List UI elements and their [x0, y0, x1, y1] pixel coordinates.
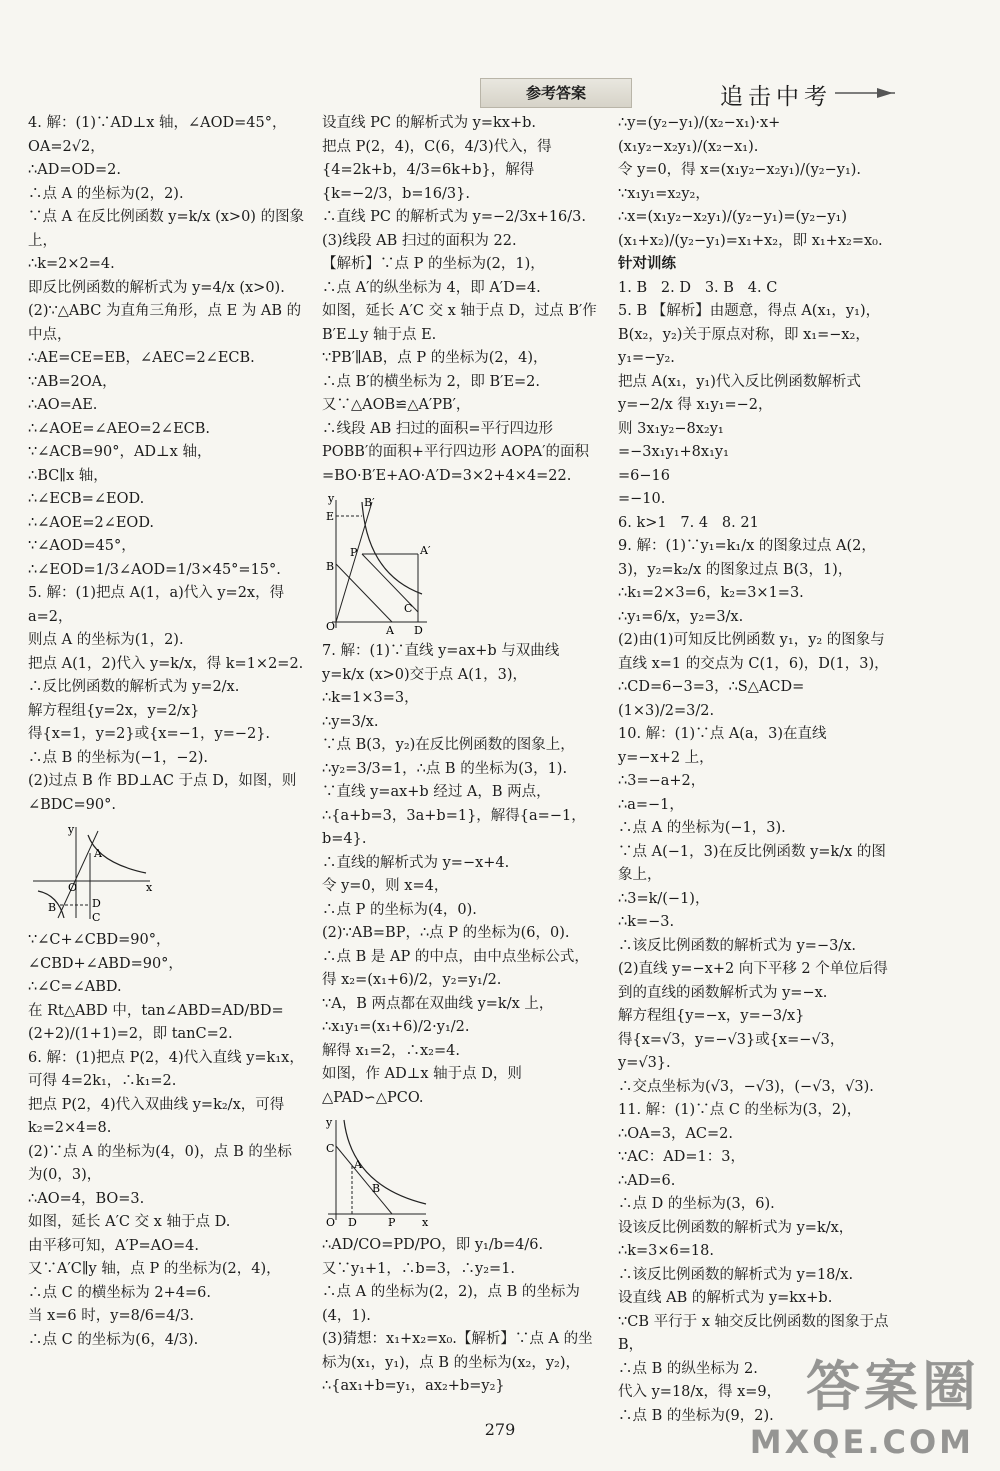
- answer-line: 又∵A′C∥y 轴，点 P 的坐标为(2，4)，: [28, 1261, 281, 1277]
- answer-line: ∴AO=4，BO=3.: [28, 1190, 145, 1207]
- answer-line: ∴∠AOE=∠AEO=2∠ECB.: [28, 420, 211, 437]
- answer-line: ∵x₁y₁=x₂y₂，: [618, 185, 710, 202]
- answer-line: ∴{a+b=3，3a+b=1}，解得{a=−1，b=4}.: [322, 807, 586, 847]
- answer-line: (2)由(1)可知反比例函数 y₁，y₂ 的图象与直线 x=1 的交点为 C(1，6)，D(1，3)，: [618, 632, 889, 672]
- answer-line: 由平移可知，A′P=AO=4.: [28, 1237, 200, 1254]
- answer-line: (2)∵AB=BP，∴点 P 的坐标为(6，0).: [322, 925, 570, 941]
- answer-line: 又∵y₁+1，∴b=3，∴y₂=1.: [322, 1260, 516, 1277]
- answer-line: 把点 P(2，4)，C(6，4/3)代入，得: [322, 138, 552, 155]
- answer-line: ∴∠C=∠ABD.: [28, 979, 122, 995]
- fig7-point-b: B: [372, 1182, 381, 1195]
- answer-line: ∴点 A 的坐标为(2，2).: [28, 185, 184, 202]
- column-left: [28, 112, 306, 1352]
- answer-line: 把点 P(2，4)代入双曲线 y=k₂/x，可得 k₂=2×4=8.: [28, 1096, 289, 1136]
- answer-line: ∴AE=CE=EB，∠AEC=2∠ECB.: [28, 350, 255, 366]
- fig5-x-label: x: [146, 881, 153, 894]
- answer-line: ∴k₁=2×3=6，k₂=3×1=3.: [618, 585, 804, 601]
- answer-line: 代入 y=18/x，得 x=9，: [618, 1384, 782, 1400]
- answer-line: 6. 解：(1)把点 P(2，4)代入直线 y=k₁x，可得 4=2k₁，∴k₁=2.: [28, 1049, 304, 1089]
- column-middle: [322, 112, 602, 1399]
- answer-line: ∵∠AOD=45°，: [28, 538, 136, 554]
- answer-line: ∴AD=6.: [618, 1172, 676, 1189]
- answer-line: 【解析】∵点 P 的坐标为(2，1)，: [322, 256, 545, 272]
- fig6-origin-label: O: [326, 620, 336, 633]
- fig6-point-b: B: [326, 560, 335, 573]
- answer-line: 得{x=1，y=2}或{x=−1，y=−2}.: [28, 726, 271, 742]
- answer-line: ∴点 A 的坐标为(2，2)，点 B 的坐标为(4，1).: [322, 1284, 580, 1324]
- fig6-point-bp: B′: [364, 496, 375, 509]
- answer-line: 把点 A(x₁，y₁)代入反比例函数解析式 y=−2/x 得 x₁y₁=−2，: [618, 373, 866, 413]
- watermark-logo: 答案圈: [806, 1355, 980, 1418]
- fig6-point-e: E: [326, 510, 335, 523]
- answer-line: ∵点 A 在反比例函数 y=k/x (x>0) 的图象上，: [28, 209, 305, 249]
- fig6-y-label: y: [328, 494, 335, 505]
- answer-line: 又∵△AOB≌△A′PB′，: [322, 397, 471, 413]
- answer-line: ∴y₁=6/x，y₂=3/x.: [618, 608, 744, 625]
- answer-line: 把点 A(1，2)代入 y=k/x，得 k=1×2=2.: [28, 655, 304, 672]
- answer-line: 在 Rt△ABD 中，tan∠ABD=AD/BD=(2+2)/(1+1)=2，即 tanC=2.: [28, 1002, 284, 1042]
- answer-line: ∴交点坐标为(√3，−√3)，(−√3，√3).: [618, 1078, 874, 1095]
- answer-line: 得 x₂=(x₁+6)/2，y₂=y₁/2.: [322, 972, 502, 988]
- answer-line: ∵直线 y=ax+b 经过 A，B 两点，: [322, 784, 551, 800]
- answer-key-label: 参考答案: [480, 78, 632, 108]
- answer-line: ∴y=3/x.: [322, 713, 379, 730]
- fig7-point-a: A: [354, 1158, 362, 1171]
- answer-line: ∵AB=2OA，: [28, 373, 117, 390]
- answer-line: ∴k=3×6=18.: [618, 1243, 714, 1259]
- answer-line: ∴k=1×3=3，: [322, 690, 419, 706]
- answer-line: 即反比例函数的解析式为 y=4/x (x>0).: [28, 279, 285, 296]
- answer-line: 5. B 【解析】由题意，得点 A(x₁，y₁)，B(x₂，y₂)关于原点对称，即 x₁=−x₂，y₁=−y₂.: [618, 303, 881, 366]
- answer-line: 得{x=√3，y=−√3}或{x=−√3，y=√3}.: [618, 1031, 845, 1071]
- answer-line: 针对训练: [618, 256, 676, 272]
- fig7-y-label: y: [326, 1116, 333, 1129]
- answer-line: ∴y=(y₂−y₁)/(x₂−x₁)·x+(x₁y₂−x₂y₁)/(x₂−x₁).: [618, 115, 781, 155]
- fig6-point-p: P: [350, 546, 358, 559]
- answer-line: (3)猜想：x₁+x₂=x₀.【解析】∵点 A 的坐标为(x₁，y₁)，点 B 的坐标为(x₂，y₂)，: [322, 1331, 593, 1371]
- answer-line: ∵AC：AD=1：3，: [618, 1149, 745, 1165]
- answer-line: ∴BC∥x 轴，: [28, 467, 108, 484]
- answer-line: ∴k=−3.: [618, 914, 675, 930]
- answer-line: ∴3=−a+2，: [618, 773, 706, 789]
- answer-line: ∴∠ECB=∠EOD.: [28, 491, 145, 507]
- answer-line: ∴AD=OD=2.: [28, 162, 121, 178]
- answer-line: ∴点 C 的坐标为(6，4/3).: [28, 1331, 199, 1348]
- answer-line: 当 x=6 时，y=8/6=4/3.: [28, 1308, 195, 1324]
- answer-line: ∵A，B 两点都在双曲线 y=k/x 上，: [322, 995, 554, 1012]
- answer-line: (3)线段 AB 扫过的面积为 22.: [322, 232, 517, 249]
- fig6-point-d: D: [414, 624, 423, 634]
- answer-line: ∵CB 平行于 x 轴交反比例函数的图象于点 B，: [618, 1313, 894, 1353]
- answer-line: ∴线段 AB 扫过的面积=平行四边形 POBB′的面积+平行四边形 AOPA′的面积=BO·B′E+AO·A′D=3×2+4×4=22.: [322, 420, 590, 484]
- answer-line: ∴a=−1，: [618, 796, 684, 813]
- answer-line: ∴CD=6−3=3，∴S△ACD=(1×3)/2=3/2.: [618, 679, 805, 719]
- answer-line: ∴∠EOD=1/3∠AOD=1/3×45°=15°.: [28, 561, 281, 578]
- figure-q7: [322, 1116, 602, 1228]
- answer-line: ∴直线的解析式为 y=−x+4.: [322, 854, 510, 871]
- fig7-point-d: D: [348, 1216, 357, 1228]
- answer-line: ∴y₂=3/3=1，∴点 B 的坐标为(3，1).: [322, 760, 568, 777]
- answer-line: 设直线 AB 的解析式为 y=kx+b.: [618, 1290, 833, 1306]
- answer-line: ∴点 B′的横坐标为 2，即 B′E=2.: [322, 373, 541, 390]
- answer-line: (2)直线 y=−x+2 向下平移 2 个单位后得到的直线的函数解析式为 y=−x.: [618, 961, 888, 1001]
- answer-line: 7. 解：(1)∵直线 y=ax+b 与双曲线 y=k/x (x>0)交于点 A(1，3)，: [322, 643, 564, 683]
- header-ornament-icon: [835, 86, 895, 100]
- answer-line: =−3x₁y₁+8x₁y₁: [618, 444, 729, 460]
- answer-line: ∴AD/CO=PD/PO，即 y₁/b=4/6.: [322, 1237, 544, 1253]
- answer-line: ∴点 P 的坐标为(4，0).: [322, 901, 477, 918]
- fig5-point-d: D: [92, 897, 101, 910]
- page-number: 279: [484, 1420, 516, 1439]
- answer-line: 4. 解：(1)∵AD⊥x 轴，∠AOD=45°，OA=2√2，: [28, 115, 287, 155]
- answer-line: 如图，延长 A′C 交 x 轴于点 D，过点 B′作 B′E⊥y 轴于点 E.: [322, 303, 602, 343]
- answer-line: ∴OA=3，AC=2.: [618, 1125, 734, 1142]
- answer-line: ∴AO=AE.: [28, 397, 98, 413]
- answer-line: (2)∵△ABC 为直角三角形，点 E 为 AB 的中点，: [28, 303, 302, 343]
- answer-line: ∴该反比例函数的解析式为 y=18/x.: [618, 1266, 854, 1283]
- answer-line: ∵点 A(−1，3)在反比例函数 y=k/x 的图象上，: [618, 843, 886, 883]
- answer-line: (2)∵点 A 的坐标为(4，0)，点 B 的坐标为(0，3)，: [28, 1143, 292, 1183]
- answer-line: =6−16: [618, 467, 670, 484]
- answer-line: ∴∠AOE=2∠EOD.: [28, 514, 155, 531]
- answer-line: ∴该反比例函数的解析式为 y=−3/x.: [618, 937, 856, 954]
- fig7-origin-label: O: [326, 1216, 336, 1228]
- fig5-point-b: B: [48, 901, 57, 914]
- answer-line: ∴k=2×2=4.: [28, 256, 115, 272]
- answer-line: ∴{ax₁+b=y₁，ax₂+b=y₂}: [322, 1378, 505, 1394]
- fig6-point-ap: A′: [420, 544, 431, 557]
- answer-line: 9. 解：(1)∵y₁=k₁/x 的图象过点 A(2，3)，y₂=k₂/x 的图象过点 B(3，1)，: [618, 538, 876, 578]
- fig5-point-a: A: [94, 847, 102, 860]
- answer-line: 则 3x₁y₂−8x₂y₁: [618, 420, 724, 437]
- answer-line: 6. k>1 7. 4 8. 21: [618, 514, 759, 531]
- answer-line: 令 y=0，则 x=4，: [322, 878, 449, 894]
- answer-line: 令 y=0，得 x=(x₁y₂−x₂y₁)/(y₂−y₁).: [618, 162, 862, 178]
- answer-line: ∴3=k/(−1)，: [618, 890, 710, 907]
- answer-line: ∴直线 PC 的解析式为 y=−2/3x+16/3.: [322, 209, 587, 225]
- answer-line: ∴x₁y₁=(x₁+6)/2·y₁/2.: [322, 1019, 470, 1035]
- answer-line: ∴点 C 的横坐标为 2+4=6.: [28, 1284, 212, 1301]
- answer-line: 解方程组{y=2x，y=2/x}: [28, 702, 200, 719]
- fig5-point-c: C: [92, 911, 101, 923]
- answer-line: 解方程组{y=−x，y=−3/x}: [618, 1008, 805, 1024]
- answer-line: ∵PB′∥AB，点 P 的坐标为(2，4)，: [322, 350, 548, 366]
- figure-q6: [322, 494, 602, 634]
- answer-line: {4=2k+b，4/3=6k+b}，解得{k=−2/3，b=16/3}.: [322, 162, 535, 202]
- fig7-point-c: C: [326, 1142, 335, 1155]
- answer-line: ∵∠ACB=90°，AD⊥x 轴，: [28, 444, 212, 460]
- answer-line: ∴点 B 的坐标为(9，2).: [618, 1407, 774, 1424]
- answer-line: 设该反比例函数的解析式为 y=k/x，: [618, 1219, 854, 1236]
- answer-line: 解得 x₁=2，∴x₂=4.: [322, 1042, 460, 1059]
- fig7-point-p: P: [388, 1216, 396, 1228]
- answer-line: ∴点 B 是 AP 的中点，由中点坐标公式，: [322, 948, 589, 965]
- answer-line: 5. 解：(1)把点 A(1，a)代入 y=2x，得 a=2，: [28, 585, 289, 625]
- series-title: 追击中考: [720, 84, 832, 110]
- answer-line: ∴点 A 的坐标为(−1，3).: [618, 820, 786, 836]
- watermark-url: MXQE.COM: [749, 1423, 974, 1461]
- fig7-x-label: x: [422, 1216, 429, 1228]
- answer-line: ∴点 B 的坐标为(−1，−2).: [28, 749, 209, 766]
- answer-line: 如图，延长 A′C 交 x 轴于点 D.: [28, 1214, 231, 1230]
- answer-line: ∴点 A′的纵坐标为 4，即 A′D=4.: [322, 279, 541, 296]
- answer-line: 则点 A 的坐标为(1，2).: [28, 632, 184, 648]
- fig6-point-c: C: [404, 602, 413, 615]
- answer-line: 10. 解：(1)∵点 A(a，3)在直线 y=−x+2 上，: [618, 726, 832, 766]
- answer-line: 设直线 PC 的解析式为 y=kx+b.: [322, 115, 537, 131]
- page-header: [480, 78, 900, 108]
- answer-line: ∴点 B 的纵坐标为 2.: [618, 1360, 758, 1377]
- answer-line: ∵点 B(3，y₂)在反比例函数的图象上，: [322, 737, 575, 753]
- answer-line: 11. 解：(1)∵点 C 的坐标为(3，2)，: [618, 1102, 862, 1118]
- answer-line: 1. B 2. D 3. B 4. C: [618, 279, 778, 296]
- figure-q5: [28, 823, 306, 923]
- answer-line: ∴x=(x₁y₂−x₂y₁)/(y₂−y₁)=(y₂−y₁)(x₁+x₂)/(y₂−y₁)=x₁+x₂，即 x₁+x₂=x₀.: [618, 209, 883, 249]
- answer-line: (2)过点 B 作 BD⊥AC 于点 D，如图，则∠BDC=90°.: [28, 773, 297, 813]
- fig5-y-label: y: [68, 823, 75, 836]
- fig5-origin-label: O: [68, 881, 78, 894]
- answer-line: ∴点 D 的坐标为(3，6).: [618, 1196, 775, 1212]
- answer-line: =−10.: [618, 491, 666, 507]
- fig6-point-a: A: [386, 624, 394, 634]
- answer-line: ∴反比例函数的解析式为 y=2/x.: [28, 679, 240, 695]
- answer-line: 如图，作 AD⊥x 轴于点 D，则△PAD∽△PCO.: [322, 1066, 522, 1106]
- answer-line: ∵∠C+∠CBD=90°，∠CBD+∠ABD=90°，: [28, 932, 183, 972]
